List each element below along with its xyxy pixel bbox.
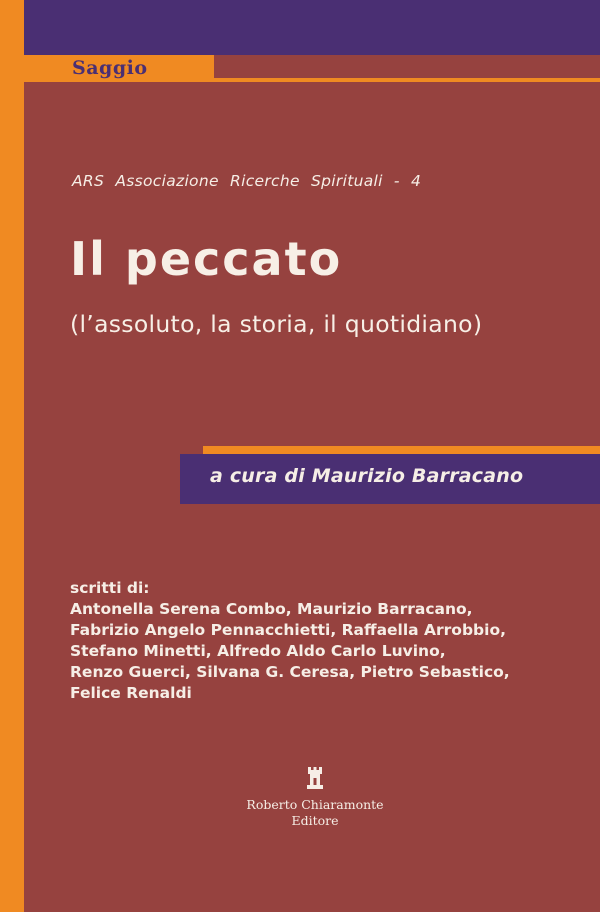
- authors-heading: scritti di:: [70, 579, 150, 597]
- book-title: Il peccato: [70, 232, 343, 286]
- authors-line: Antonella Serena Combo, Maurizio Barracano,: [70, 600, 473, 618]
- castle-tower-icon: [305, 765, 325, 791]
- authors-line: Felice Renaldi: [70, 684, 192, 702]
- series-label: Saggio: [72, 57, 148, 79]
- series-line: ARS Associazione Ricerche Spirituali - 4: [72, 172, 422, 190]
- editor-orange-rule: [203, 446, 600, 454]
- editor-line: a cura di Maurizio Barracano: [210, 465, 524, 487]
- publisher-role: Editore: [291, 813, 339, 828]
- orange-side-stripe: [0, 0, 24, 912]
- publisher-name: Roberto Chiaramonte: [246, 797, 384, 812]
- book-subtitle: (l’assoluto, la storia, il quotidiano): [70, 310, 483, 338]
- purple-top-band: [24, 0, 600, 55]
- publisher-block: [190, 765, 440, 829]
- authors-line: Renzo Guerci, Silvana G. Ceresa, Pietro Sebastico,: [70, 663, 510, 681]
- authors-line: Stefano Minetti, Alfredo Aldo Carlo Luvino,: [70, 642, 446, 660]
- authors-block: [70, 578, 510, 704]
- authors-line: Fabrizio Angelo Pennacchietti, Raffaella Arrobbio,: [70, 621, 506, 639]
